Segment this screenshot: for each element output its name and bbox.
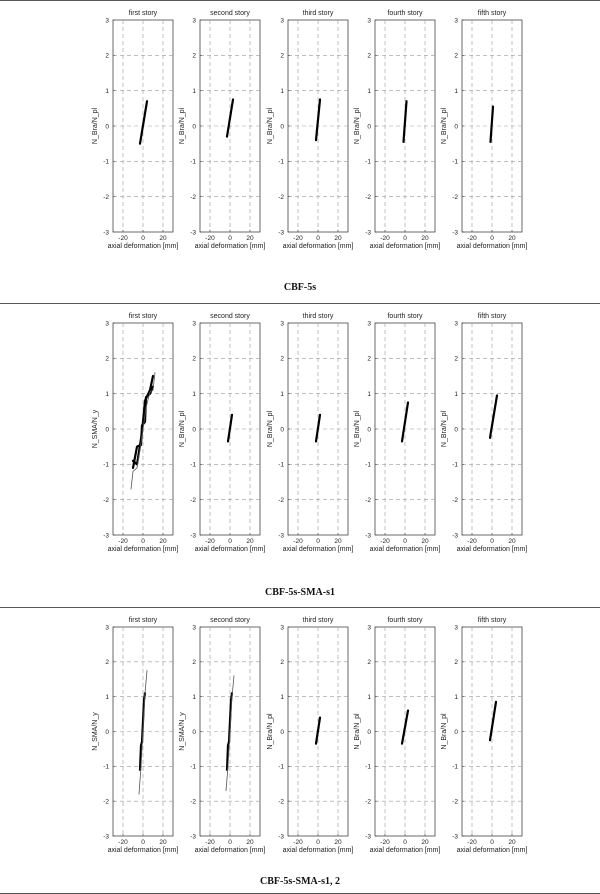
x-tick-label: 0 [316,235,320,242]
y-tick-label: 2 [105,659,109,667]
y-tick-label: 0 [454,728,458,736]
y-axis-label: N_SMA/N_y [179,712,186,751]
x-tick-label: 0 [490,538,494,545]
y-axis-label: N_Bra/N_pl [267,107,274,145]
x-tick-label: 20 [508,839,516,846]
y-tick-label: -2 [452,798,458,806]
y-tick-label: 1 [105,693,109,701]
panel-title: first story [128,617,158,624]
x-tick-label: 20 [246,839,254,846]
x-tick-label: 20 [159,839,167,846]
chart-section [92,313,527,598]
y-tick-label: 2 [454,52,458,60]
y-axis-label: N_Bra/N_pl [441,107,448,145]
panel-title: fifth story [477,10,507,17]
y-tick-label: 0 [192,426,196,434]
y-tick-label: -2 [278,798,284,806]
x-axis-label: axial deformation [mm] [107,546,179,553]
panel-title: fourth story [387,313,423,320]
y-tick-label: 1 [105,87,109,95]
y-tick-label: -1 [190,763,196,771]
y-tick-label: 3 [454,17,458,25]
x-axis-label: axial deformation [mm] [194,243,266,250]
y-tick-label: -3 [452,229,458,237]
panel-title: second story [210,617,250,624]
y-tick-label: -3 [103,229,109,237]
panel-title: third story [302,10,334,17]
x-tick-label: 0 [403,235,407,242]
y-tick-label: -3 [365,833,371,841]
y-axis-label: N_SMA/N_y [92,409,99,449]
y-tick-label: -2 [190,193,196,201]
y-tick-label: 0 [280,426,284,434]
x-tick-label: -20 [118,235,128,242]
x-tick-label: 0 [228,235,232,242]
y-tick-label: -2 [278,496,284,504]
y-tick-label: 2 [454,659,458,667]
x-tick-label: -20 [293,538,303,545]
y-axis-label: N_Bra/N_pl [441,713,448,750]
y-tick-label: 0 [192,123,196,131]
x-tick-label: -20 [380,839,390,846]
y-tick-label: 1 [454,390,458,398]
series-line [490,702,496,740]
y-tick-label: 3 [280,624,284,632]
x-axis-label: axial deformation [mm] [369,243,441,250]
x-tick-label: 20 [159,235,167,242]
x-tick-label: 20 [334,235,342,242]
y-tick-label: -3 [278,833,284,841]
y-tick-label: 1 [105,390,109,398]
section-title: CBF-5s-SMA-s1 [265,587,335,598]
y-tick-label: -2 [103,193,109,201]
x-tick-label: 0 [316,538,320,545]
x-tick-label: 20 [421,538,429,545]
y-tick-label: 1 [280,390,284,398]
x-axis-label: axial deformation [mm] [194,546,266,553]
y-tick-label: -1 [103,461,109,469]
chart-panel [179,10,265,250]
y-tick-label: 2 [105,52,109,60]
y-tick-label: -2 [103,496,109,504]
x-tick-label: 0 [228,839,232,846]
y-axis-label: N_Bra/N_pl [179,107,186,145]
y-tick-label: -1 [190,461,196,469]
x-tick-label: 20 [508,538,516,545]
y-tick-label: 3 [367,624,371,632]
x-axis-label: axial deformation [mm] [107,243,179,250]
y-tick-label: 0 [105,426,109,434]
section-title: CBF-5s [283,282,317,293]
y-tick-label: 0 [454,123,458,131]
panel-title: third story [302,617,334,624]
y-tick-label: -1 [365,461,371,469]
chart-panel [92,617,178,854]
x-tick-label: 20 [508,235,516,242]
y-tick-label: 2 [367,355,371,363]
y-tick-label: 2 [192,355,196,363]
x-tick-label: -20 [380,235,390,242]
y-tick-label: 1 [367,693,371,701]
x-tick-label: 20 [159,538,167,545]
x-tick-label: -20 [293,839,303,846]
y-tick-label: -3 [278,532,284,540]
y-tick-label: -1 [103,763,109,771]
y-tick-label: -3 [452,833,458,841]
x-tick-label: 20 [421,839,429,846]
x-tick-label: 0 [228,538,232,545]
chart-panel [441,617,527,854]
chart-section [92,10,527,293]
y-tick-label: -2 [365,193,371,201]
x-tick-label: -20 [118,538,128,545]
chart-panel [441,10,527,250]
x-axis-label: axial deformation [mm] [194,847,266,854]
series-line [491,107,494,142]
y-tick-label: -2 [278,193,284,201]
y-tick-label: 0 [280,728,284,736]
y-tick-label: 2 [192,659,196,667]
y-axis-label: N_Bra/N_pl [179,410,186,448]
y-axis-label: N_Bra/N_pl [354,713,361,750]
y-tick-label: -3 [365,532,371,540]
y-tick-label: -2 [365,496,371,504]
y-tick-label: 1 [280,87,284,95]
y-tick-label: -1 [365,158,371,166]
y-tick-label: 3 [280,17,284,25]
y-tick-label: -1 [278,763,284,771]
y-tick-label: 3 [192,320,196,328]
x-tick-label: 20 [246,235,254,242]
y-tick-label: -3 [452,532,458,540]
y-tick-label: 3 [105,17,109,25]
x-tick-label: 0 [403,839,407,846]
x-tick-label: 0 [490,839,494,846]
y-tick-label: -2 [452,496,458,504]
y-tick-label: -3 [190,532,196,540]
x-tick-label: -20 [118,839,128,846]
y-tick-label: 3 [105,320,109,328]
y-tick-label: 1 [454,87,458,95]
y-tick-label: -2 [190,496,196,504]
panel-title: fourth story [387,617,423,624]
chart-section [92,617,527,887]
y-tick-label: -1 [278,158,284,166]
x-tick-label: 20 [246,538,254,545]
y-tick-label: 3 [367,17,371,25]
chart-panel [92,10,178,250]
y-tick-label: 1 [192,390,196,398]
x-axis-label: axial deformation [mm] [456,243,528,250]
x-tick-label: 0 [141,235,145,242]
y-tick-label: 2 [367,52,371,60]
chart-panel [267,313,353,553]
y-tick-label: -1 [365,763,371,771]
chart-panel [179,313,265,553]
panel-title: fifth story [477,617,507,624]
y-tick-label: 0 [105,728,109,736]
x-tick-label: 0 [490,235,494,242]
y-axis-label: N_SMA/N_y [92,712,99,751]
series-line [402,711,408,744]
y-tick-label: -1 [452,763,458,771]
x-axis-label: axial deformation [mm] [282,243,354,250]
y-tick-label: 1 [192,87,196,95]
y-tick-label: 2 [280,355,284,363]
section-title: CBF-5s-SMA-s1, 2 [260,876,340,887]
y-tick-label: 0 [280,123,284,131]
y-tick-label: 3 [454,320,458,328]
y-tick-label: -1 [103,158,109,166]
y-tick-label: 2 [454,355,458,363]
y-axis-label: N_Bra/N_pl [92,107,99,145]
x-tick-label: -20 [467,538,477,545]
y-tick-label: 3 [192,17,196,25]
x-tick-label: -20 [380,538,390,545]
chart-panel [354,313,440,553]
panel-title: second story [210,10,250,17]
y-tick-label: -2 [365,798,371,806]
y-tick-label: 1 [454,693,458,701]
panel-title: fifth story [477,313,507,320]
x-axis-label: axial deformation [mm] [456,847,528,854]
panel-title: second story [210,313,250,320]
y-tick-label: 3 [280,320,284,328]
y-tick-label: 0 [454,426,458,434]
y-tick-label: 0 [105,123,109,131]
y-axis-label: N_Bra/N_pl [354,107,361,145]
chart-panel [267,617,353,854]
x-tick-label: 0 [403,538,407,545]
x-tick-label: 0 [141,538,145,545]
y-tick-label: -2 [190,798,196,806]
series-line [404,101,407,142]
y-axis-label: N_Bra/N_pl [354,410,361,448]
y-tick-label: 0 [192,728,196,736]
y-tick-label: -1 [452,158,458,166]
y-tick-label: -1 [452,461,458,469]
y-tick-label: 3 [367,320,371,328]
x-tick-label: 20 [334,538,342,545]
y-tick-label: -2 [452,193,458,201]
y-tick-label: 3 [454,624,458,632]
y-tick-label: -3 [103,833,109,841]
chart-panel [441,313,527,553]
panel-title: third story [302,313,334,320]
y-tick-label: 1 [367,390,371,398]
x-tick-label: -20 [205,839,215,846]
y-tick-label: 0 [367,426,371,434]
x-tick-label: -20 [293,235,303,242]
y-axis-label: N_Bra/N_pl [441,410,448,448]
chart-panel [354,10,440,250]
x-tick-label: -20 [205,538,215,545]
y-tick-label: -3 [103,532,109,540]
x-tick-label: 20 [421,235,429,242]
x-tick-label: -20 [205,235,215,242]
y-tick-label: -3 [190,833,196,841]
y-tick-label: 2 [105,355,109,363]
x-axis-label: axial deformation [mm] [282,546,354,553]
x-axis-label: axial deformation [mm] [369,546,441,553]
y-tick-label: 1 [280,693,284,701]
panel-title: first story [128,10,158,17]
x-tick-label: -20 [467,839,477,846]
y-tick-label: -2 [103,798,109,806]
x-axis-label: axial deformation [mm] [456,546,528,553]
y-tick-label: 0 [367,123,371,131]
y-tick-label: -3 [190,229,196,237]
chart-panel [267,10,353,250]
x-tick-label: 0 [141,839,145,846]
x-axis-label: axial deformation [mm] [107,847,179,854]
y-tick-label: -1 [278,461,284,469]
x-tick-label: 20 [334,839,342,846]
panel-title: fourth story [387,10,423,17]
panel-title: first story [128,313,158,320]
y-tick-label: 0 [367,728,371,736]
x-tick-label: 0 [316,839,320,846]
series-line [490,395,497,437]
y-tick-label: 2 [192,52,196,60]
x-axis-label: axial deformation [mm] [369,847,441,854]
y-tick-label: 1 [192,693,196,701]
chart-panel [354,617,440,854]
y-axis-label: N_Bra/N_pl [267,713,274,750]
y-tick-label: -1 [190,158,196,166]
y-tick-label: 2 [280,52,284,60]
chart-panel [179,617,265,854]
series-line [140,101,147,143]
y-tick-label: 2 [280,659,284,667]
y-tick-label: -3 [278,229,284,237]
x-tick-label: -20 [467,235,477,242]
y-tick-label: 1 [367,87,371,95]
y-tick-label: 3 [105,624,109,632]
y-tick-label: 3 [192,624,196,632]
y-axis-label: N_Bra/N_pl [267,410,274,448]
y-tick-label: -3 [365,229,371,237]
chart-panel [92,313,178,553]
x-axis-label: axial deformation [mm] [282,847,354,854]
y-tick-label: 2 [367,659,371,667]
